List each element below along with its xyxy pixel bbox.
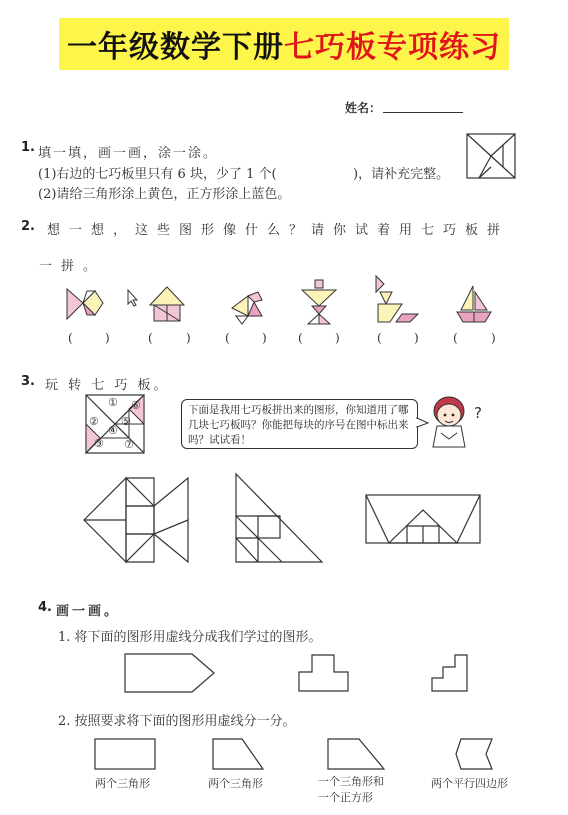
q3-fish-figure (82, 472, 192, 568)
q4-title: 画一画。 (56, 604, 121, 619)
q1-tangram-figure (466, 133, 516, 179)
piece-label-2: ② (89, 415, 99, 428)
caption-4: 两个平行四边形 (431, 777, 508, 790)
piece-label-5: ⑤ (121, 415, 131, 428)
q3-title: 玩 转 七 巧 板。 (45, 378, 170, 393)
q1-line3: (2)请给三角形涂上黄色，正方形涂上蓝色。 (38, 187, 291, 202)
figure-fish (65, 285, 105, 325)
child-avatar (427, 393, 473, 451)
title-black: 一年级数学下册 (67, 30, 284, 65)
q2-number: 2. (21, 219, 35, 234)
page-title (59, 18, 509, 70)
title-red: 七巧板专项练习 (284, 30, 501, 65)
figure-person (298, 278, 340, 326)
q3-triangle-figure (234, 472, 324, 564)
q4-sub2: 2. 按照要求将下面的图形用虚线分一分。 (58, 714, 296, 729)
caption-3-line2: 一个正方形 (318, 791, 373, 804)
answer-paren-6-close: ) (491, 331, 496, 345)
answer-paren-1-close: ) (105, 331, 110, 345)
q2-line1: 想一想，这些图形像什么？请你试着用七巧板拼 (47, 223, 510, 238)
q4-number: 4. (38, 600, 52, 615)
answer-paren-5-close: ) (414, 331, 419, 345)
caption-2: 两个三角形 (208, 777, 263, 790)
name-label: 姓名： (345, 101, 382, 115)
name-field[interactable] (383, 112, 463, 113)
figure-boat (455, 284, 495, 326)
answer-paren-4-open: ( (298, 331, 303, 345)
stair-shape (431, 654, 469, 692)
q3-rectangle-figure (365, 494, 481, 544)
answer-paren-3-open: ( (225, 331, 230, 345)
q1-number: 1. (21, 140, 35, 155)
answer-paren-4-close: ) (335, 331, 340, 345)
caption-1: 两个三角形 (95, 777, 150, 790)
trapezoid-shape (212, 738, 264, 770)
speech-bubble: 下面是我用七巧板拼出来的图形，你知道用了哪几块七巧板吗？你能把每块的序号在图中标出来吗？试试看！ (181, 399, 418, 449)
figure-house (146, 283, 188, 325)
answer-paren-1-open: ( (68, 331, 73, 345)
piece-label-3: ③ (94, 437, 104, 450)
q1-line2a: (1)右边的七巧板里只有 6 块，少了 1 个( (38, 167, 277, 182)
question-mark: ? (474, 404, 482, 422)
answer-paren-5-open: ( (377, 331, 382, 345)
piece-label-1: ① (108, 396, 118, 409)
q1-line2b: )，请补充完整。 (353, 167, 450, 182)
q3-number: 3. (21, 374, 35, 389)
q2-line2: 一拼。 (39, 259, 106, 274)
piece-label-6: ⑥ (131, 399, 141, 412)
piece-label-4: ④ (108, 424, 118, 437)
answer-paren-2-open: ( (148, 331, 153, 345)
piece-label-7: ⑦ (124, 438, 134, 451)
hexagon-shape (455, 738, 493, 770)
t-shape (298, 654, 350, 692)
rectangle-shape (94, 738, 156, 770)
q4-sub1: 1. 将下面的图形用虚线分成我们学过的图形。 (58, 630, 322, 645)
right-trapezoid-shape (327, 738, 385, 770)
pentagon-arrow-shape (124, 653, 216, 693)
cursor-arrow-icon (127, 289, 139, 307)
q1-line1: 填一填，画一画，涂一涂。 (38, 146, 219, 161)
answer-paren-6-open: ( (453, 331, 458, 345)
caption-3-line1: 一个三角形和 (318, 775, 384, 788)
answer-paren-3-close: ) (262, 331, 267, 345)
figure-cat (372, 274, 422, 326)
figure-bird (228, 288, 270, 326)
answer-paren-2-close: ) (186, 331, 191, 345)
